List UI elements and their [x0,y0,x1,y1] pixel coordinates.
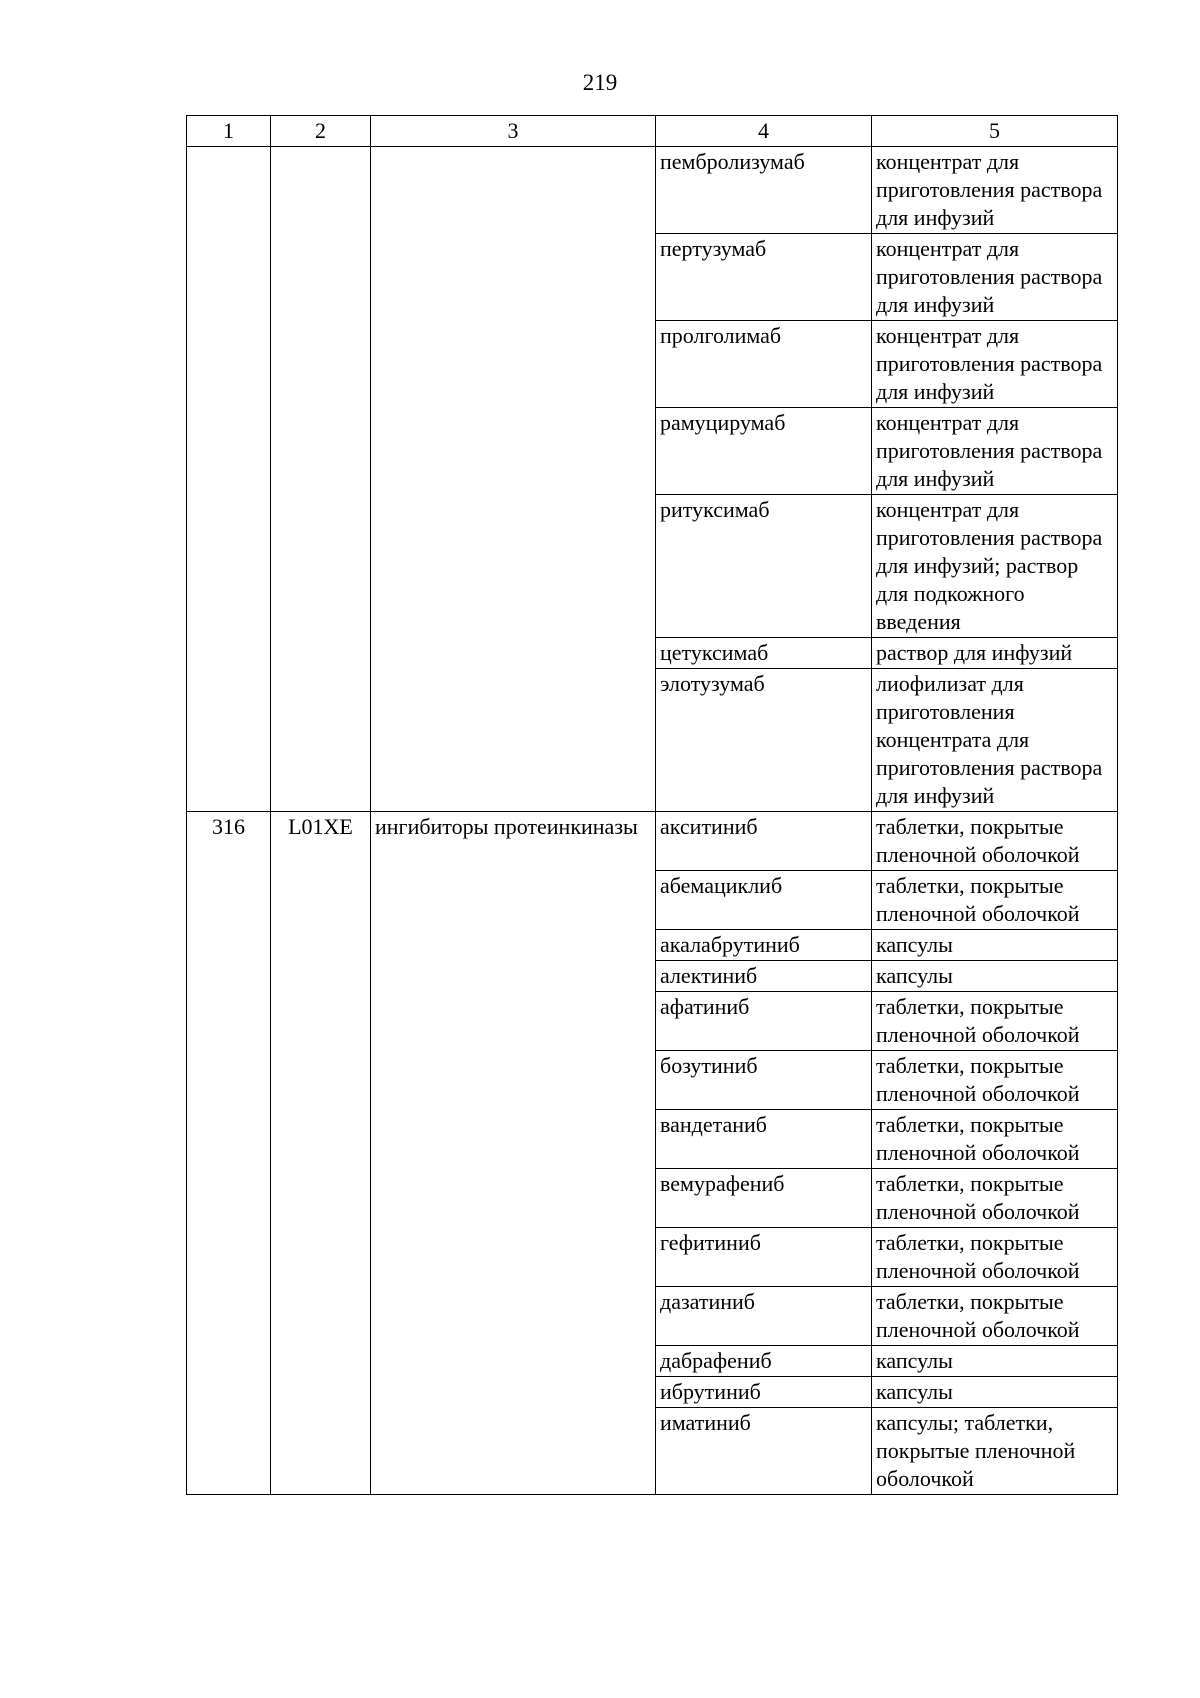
dosage-form: концентрат для приготовления раствора для инфузий [872,408,1118,495]
drug-name: дабрафениб [656,1346,872,1377]
drug-table [186,115,1118,1495]
dosage-form: таблетки, покрытые пленочной оболочкой [872,1228,1118,1287]
dosage-form: капсулы [872,930,1118,961]
drug-name: цетуксимаб [656,638,872,669]
drug-name: вемурафениб [656,1169,872,1228]
dosage-form: таблетки, покрытые пленочной оболочкой [872,871,1118,930]
dosage-form: раствор для инфузий [872,638,1118,669]
drug-name: пролголимаб [656,321,872,408]
dosage-form: таблетки, покрытые пленочной оболочкой [872,1051,1118,1110]
group-number: 316 [187,812,271,1495]
atc-code: L01XE [271,812,371,1495]
table-row [187,812,1118,871]
dosage-form: капсулы; таблетки, покрытые пленочной оболочкой [872,1408,1118,1495]
column-number-4: 4 [656,116,872,147]
drug-name: пертузумаб [656,234,872,321]
column-number-row [187,116,1118,147]
continued-group-cell-3 [371,147,656,812]
dosage-form: таблетки, покрытые пленочной оболочкой [872,812,1118,871]
dosage-form: капсулы [872,1346,1118,1377]
table-row [187,147,1118,234]
column-number-5: 5 [872,116,1118,147]
group-name: ингибиторы протеинкиназы [371,812,656,1495]
dosage-form: концентрат для приготовления раствора для инфузий; раствор для подкожного введения [872,495,1118,638]
dosage-form: концентрат для приготовления раствора для инфузий [872,321,1118,408]
drug-name: ритуксимаб [656,495,872,638]
dosage-form: концентрат для приготовления раствора для инфузий [872,234,1118,321]
dosage-form: таблетки, покрытые пленочной оболочкой [872,992,1118,1051]
column-number-3: 3 [371,116,656,147]
continued-group-cell-2 [271,147,371,812]
drug-name: акалабрутиниб [656,930,872,961]
page-number: 219 [582,70,618,95]
drug-name: абемациклиб [656,871,872,930]
dosage-form: концентрат для приготовления раствора для инфузий [872,147,1118,234]
dosage-form: лиофилизат для приготовления концентрата для приготовления раствора для инфузий [872,669,1118,812]
dosage-form: капсулы [872,961,1118,992]
drug-name: вандетаниб [656,1110,872,1169]
dosage-form: таблетки, покрытые пленочной оболочкой [872,1169,1118,1228]
drug-name: ибрутиниб [656,1377,872,1408]
drug-name: акситиниб [656,812,872,871]
drug-name: элотузумаб [656,669,872,812]
drug-name: алектиниб [656,961,872,992]
continued-group-cell-1 [187,147,271,812]
drug-name: дазатиниб [656,1287,872,1346]
drug-name: рамуцирумаб [656,408,872,495]
drug-name: иматиниб [656,1408,872,1495]
dosage-form: таблетки, покрытые пленочной оболочкой [872,1287,1118,1346]
column-number-1: 1 [187,116,271,147]
drug-name: гефитиниб [656,1228,872,1287]
column-number-2: 2 [271,116,371,147]
drug-name: пембролизумаб [656,147,872,234]
dosage-form: капсулы [872,1377,1118,1408]
dosage-form: таблетки, покрытые пленочной оболочкой [872,1110,1118,1169]
drug-name: афатиниб [656,992,872,1051]
drug-name: бозутиниб [656,1051,872,1110]
